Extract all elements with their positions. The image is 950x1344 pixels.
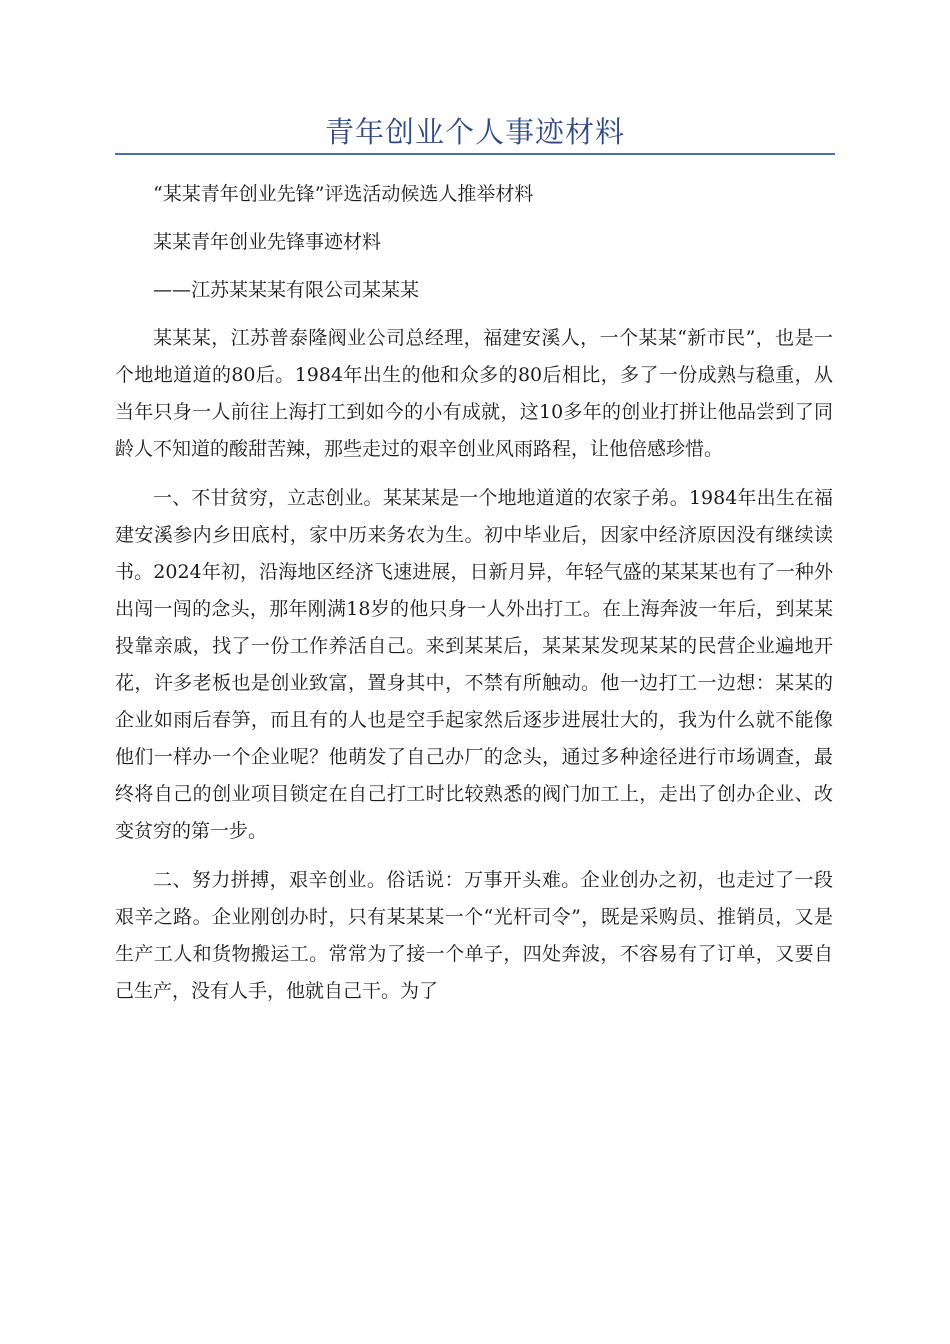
document-body bbox=[115, 176, 833, 1022]
paragraph-nomination-heading: “某某青年创业先锋”评选活动候选人推举材料 bbox=[153, 183, 534, 205]
paragraph-section-two: 二、努力拼搏，艰辛创业。俗话说：万事开头难。企业创办之初，也走过了一段艰辛之路。企业刚创办时，只有某某某一个“光杆司令”，既是采购员、推销员，又是生产工人和货物搬运工。常常为了接一个单子，四处奔波，不容易有了订单，又要自己生产，没有人手，他就自己干。为了 bbox=[115, 869, 833, 1002]
paragraph-section-one: 一、不甘贫穷，立志创业。某某某是一个地地道道的农家子弟。1984年出生在福建安溪参内乡田底村，家中历来务农为生。初中毕业后，因家中经济原因没有继续读书。2024年初，沿海地区经济飞速进展，日新月异，年轻气盛的某某某也有了一种外出闯一闯的念头，那年刚满18岁的他只身一人外出打工。在上海奔波一年后，到某某投靠亲戚，找了一份工作养活自己。来到某某后，某某某发现某某的民营企业遍地开花，许多老板也是创业致富，置身其中，不禁有所触动。他一边打工一边想：某某的企业如雨后春笋，而且有的人也是空手起家然后逐步进展壮大的，我为什么就不能像他们一样办一个企业呢？他萌发了自己办厂的念头，通过多种途径进行市场调查，最终将自己的创业项目锁定在自己打工时比较熟悉的阀门加工上，走出了创办企业、改变贫穷的第一步。 bbox=[115, 487, 833, 842]
document-title: 青年创业个人事迹材料 bbox=[324, 115, 625, 149]
title-underline bbox=[115, 153, 835, 155]
paragraph-materials-heading: 某某青年创业先锋事迹材料 bbox=[153, 231, 382, 253]
paragraph-company-byline: ——江苏某某某有限公司某某某 bbox=[153, 279, 420, 301]
paragraph-introduction: 某某某，江苏普泰隆阀业公司总经理，福建安溪人，一个某某“新市民”，也是一个地地道道的80后。1984年出生的他和众多的80后相比，多了一份成熟与稳重，从当年只身一人前往上海打工到如今的小有成就，这10多年的创业打拼让他品尝到了同龄人不知道的酸甜苦辣，那些走过的艰辛创业风雨路程，让他倍感珍惜。 bbox=[115, 327, 833, 460]
